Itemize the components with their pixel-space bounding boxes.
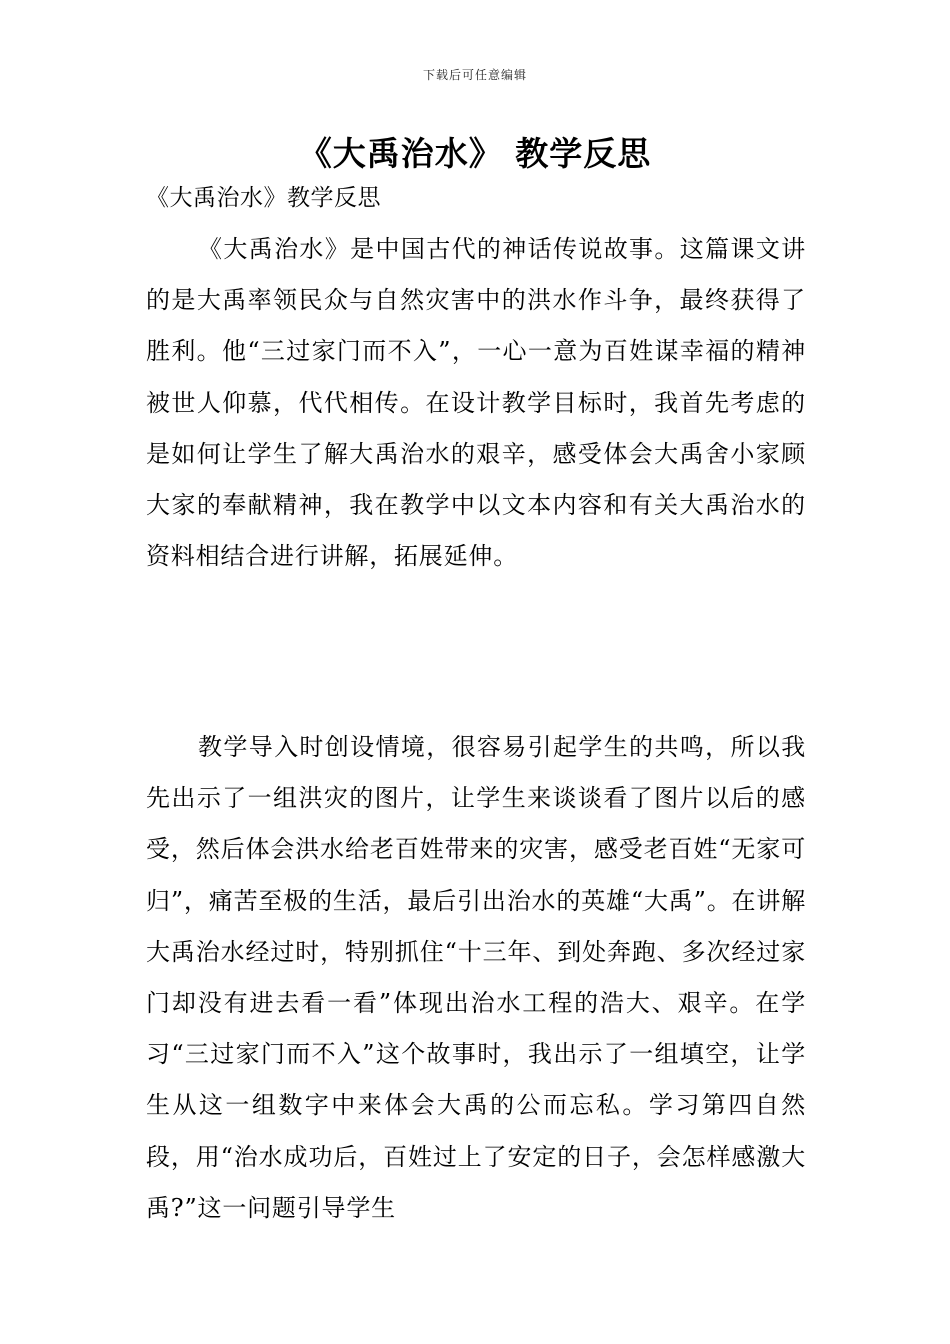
document-subtitle: 《大禹治水》教学反思 [146,185,381,211]
body-paragraph-2: 教学导入时创设情境，很容易引起学生的共鸣，所以我先出示了一组洪灾的图片，让学生来谈谈看了图片以后的感受，然后体会洪水给老百姓带来的灾害，感受老百姓“无家可归”，痛苦至极的生活，最后引出治水的英雄“大禹”。在讲解大禹治水经过时，特别抓住“十三年、到处奔跑、多次经过家门却没有进去看一看”体现出治水工程的浩大、艰辛。在学习“三过家门而不入”这个故事时，我出示了一组填空，让学生从这一组数字中来体会大禹的公而忘私。学习第四自然段，用“治水成功后，百姓过上了安定的日子，会怎样感激大禹?”这一问题引导学生 [146,733,806,1222]
body-paragraph-1: 《大禹治水》是中国古代的神话传说故事。这篇课文讲的是大禹率领民众与自然灾害中的洪水作斗争，最终获得了胜利。他“三过家门而不入”，一心一意为百姓谋幸福的精神被世人仰慕，代代相传。在设计教学目标时，我首先考虑的是如何让学生了解大禹治水的艰辛，感受体会大禹舍小家顾大家的奉献精神，我在教学中以文本内容和有关大禹治水的资料相结合进行讲解，拓展延伸。 [146,235,806,571]
document-title: 《大禹治水》 教学反思 [298,134,652,173]
header-note: 下载后可任意编辑 [422,68,527,82]
